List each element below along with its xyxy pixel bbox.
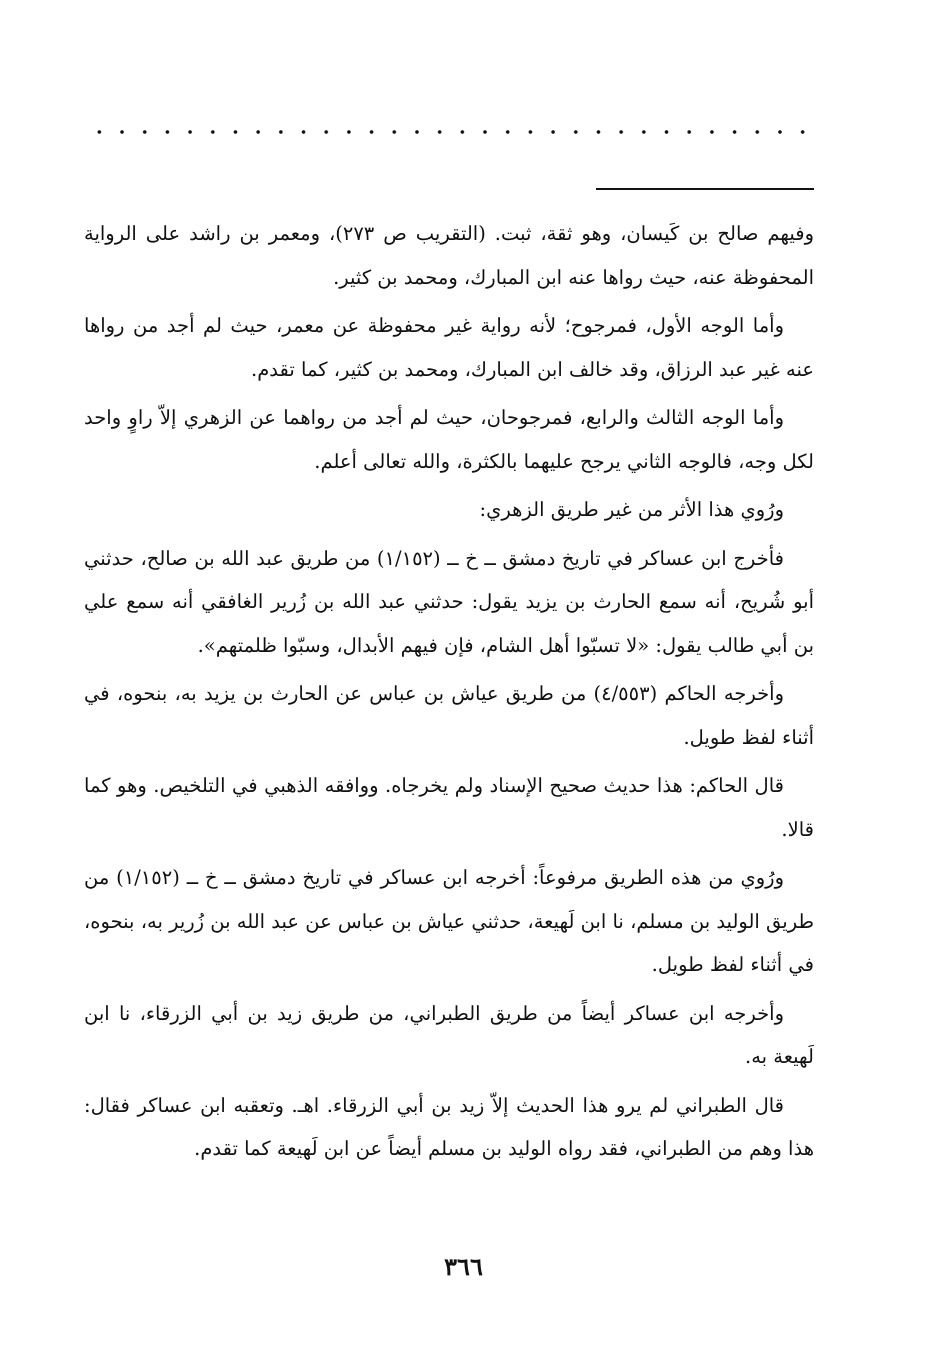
paragraph-4: ورُوي هذا الأثر من غير طريق الزهري:	[479, 498, 784, 521]
paragraph-1: وفيهم صالح بن كَيسان، وهو ثقة، ثبت. (التقريب ص ٢٧٣)، ومعمر بن راشد على الرواية المحفوظة عنه، حيث رواها عنه ابن المبارك، ومحمد بن كثير.	[84, 222, 815, 289]
paragraph-3: وأما الوجه الثالث والرابع، فمرجوحان، حيث لم أجد من رواهما عن الزهري إلاّ راوٍ واحد لكل وجه، فالوجه الثاني يرجح عليهما بالكثرة، والله تعالى أعلم.	[84, 406, 814, 473]
footnote-rule	[596, 188, 814, 190]
paragraph-5: فأخرج ابن عساكر في تاريخ دمشق ــ خ ــ (١/١٥٢) من طريق عبد الله بن صالح، حدثني أبو شُريح، أنه سمع الحارث بن يزيد يقول: حدثني عبد الله بن زُرير الغافقي أنه سمع علي بن أبي طالب يقول: «لا تسبّوا أهل الشام، فإن فيهم الأبدال، وسبّوا ظلمتهم».	[84, 546, 814, 657]
paragraph-8: ورُوي من هذه الطريق مرفوعاً: أخرجه ابن عساكر في تاريخ دمشق ــ خ ــ (١/١٥٢) من طريق الوليد بن مسلم، نا ابن لَهيعة، حدثني عياش بن عباس عن عبد الله بن زُرير به، بنحوه، في أثناء لفظ طويل.	[84, 866, 814, 976]
paragraph-7: قال الحاكم: هذا حديث صحيح الإسناد ولم يخرجاه. ووافقه الذهبي في التلخيص. وهو كما قالا.	[84, 774, 814, 841]
dotted-separator	[88, 128, 814, 136]
paragraph-6: وأخرجه الحاكم (٤/٥٥٣) من طريق عياش بن عباس عن الحارث بن يزيد به، بنحوه، في أثناء لفظ طويل.	[84, 682, 814, 749]
paragraph-2: وأما الوجه الأول، فمرجوح؛ لأنه رواية غير محفوظة عن معمر، حيث لم أجد من رواها عنه غير عبد الرزاق، وقد خالف ابن المبارك، ومحمد بن كثير، كما تقدم.	[84, 314, 814, 381]
paragraph-9: وأخرجه ابن عساكر أيضاً من طريق الطبراني، من طريق زيد بن أبي الزرقاء، نا ابن لَهيعة به.	[84, 1001, 814, 1068]
page-body-text	[84, 212, 814, 1176]
page-number: ٣٦٦	[444, 1252, 483, 1281]
paragraph-10: قال الطبراني لم يرو هذا الحديث إلاّ زيد بن أبي الزرقاء. اهـ. وتعقبه ابن عساكر فقال: هذا وهم من الطبراني، فقد رواه الوليد بن مسلم أيضاً عن ابن لَهيعة كما تقدم.	[84, 1093, 814, 1160]
